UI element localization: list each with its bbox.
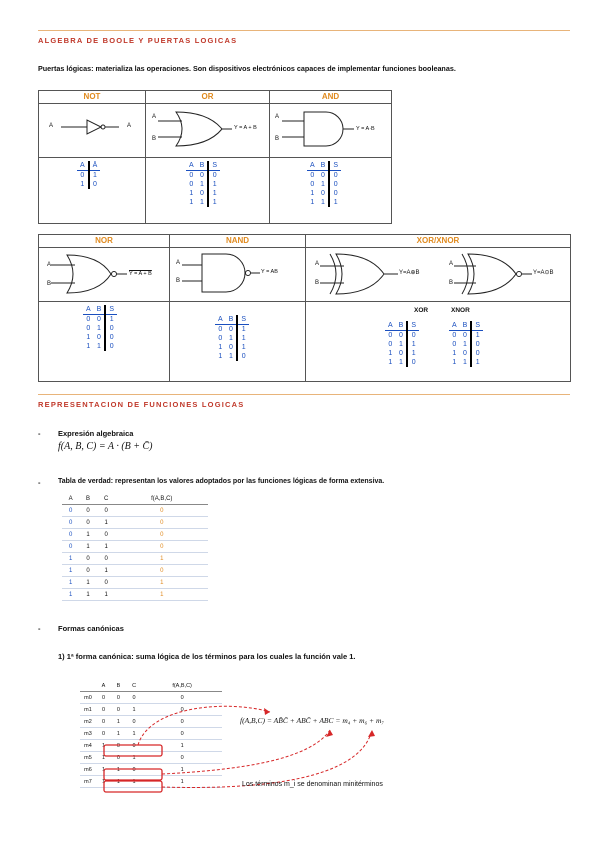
xor-input-a: A: [315, 261, 320, 267]
minterm-note: Los términos m_i se denominan minitérminos: [242, 781, 383, 788]
and-output-label: Y = A·B: [356, 126, 375, 132]
and-truth-table: A B S 0 0 0 0 1 0 1 0 0 1 1 1: [307, 161, 341, 207]
gate-header-nand: NAND: [225, 236, 250, 245]
nor-input-b: B: [47, 281, 52, 287]
nor-truth-table: A B S 0 0 1 0 1 0 1 0 0 1 1 0: [83, 305, 117, 351]
bullet-dash: -: [38, 624, 41, 633]
nor-input-a: A: [47, 262, 52, 268]
not-input-label: A: [49, 123, 54, 129]
nand-output-label: Y = AB: [261, 269, 278, 275]
section-title-representation: REPRESENTACION DE FUNCIONES LOGICAS: [38, 400, 245, 409]
not-truth-table: A Ā 0 1 1 0: [77, 161, 100, 189]
gate-header-or: OR: [201, 92, 214, 101]
not-output-label: A: [127, 123, 132, 129]
bullet-dash: -: [38, 478, 41, 487]
truth-label: Tabla de verdad: representan los valores adoptados por las funciones lógicas de forma extensiva.: [58, 478, 385, 485]
gate-header-nor: NOR: [95, 236, 113, 245]
or-truth-table: A B S 0 0 0 0 1 1 1 0 1 1 1 1: [186, 161, 220, 207]
bullet-dash: -: [38, 429, 41, 438]
xnor-input-b: B: [449, 280, 454, 286]
first-canonical-form: 1) 1ª forma canónica: suma lógica de los términos para los cuales la función vale 1.: [58, 652, 356, 661]
xor-truth-table: A B S 0 0 0 0 1 1 1 0 1 1 1 0: [385, 321, 419, 367]
expr-formula: f(A, B, C) = A · (B + C̄): [58, 441, 153, 452]
xnor-output-label: Y=A⊙B: [533, 270, 554, 276]
gate-header-and: AND: [321, 92, 340, 101]
and-input-b: B: [275, 136, 280, 142]
or-output-label: Y = A + B: [234, 125, 257, 131]
minterm-table: A B C f(A,B,C) m0 0 0 0 0 m1 0 0 1 0 m2 0 1 0 0 m3 0 1 1 0 m4 1 0 0 1 m5 1 0 1 0 m6 1 1 0 1 m7 1 1 1 1: [80, 680, 222, 788]
nand-input-b: B: [176, 278, 181, 284]
xor-input-b: B: [315, 280, 320, 286]
or-input-b: B: [152, 136, 157, 142]
truth-table: A B C f(A,B,C) 0 0 0 0 0 0 1 0 0 1 0 0 0 1 1 0 1 0 0 1 1 0 1 0 1 1 0 1 1 1 1 1: [62, 493, 208, 601]
section-title-algebra: ALGEBRA DE BOOLE Y PUERTAS LOGICAS: [38, 36, 238, 45]
xor-output-label: Y=A⊕B: [399, 270, 420, 276]
and-input-a: A: [275, 114, 280, 120]
canon-label: Formas canónicas: [58, 624, 124, 633]
xnor-table-label: XNOR: [451, 307, 470, 314]
intro-text: Puertas lógicas: materializa las operaciones. Son dispositivos electrónicos capaces de implementar funciones booleanas.: [38, 64, 456, 73]
nand-truth-table: A B S 0 0 1 0 1 1 1 0 1 1 1 0: [215, 315, 249, 361]
xnor-input-a: A: [449, 261, 454, 267]
nor-output-label: Y = A + B: [129, 271, 152, 277]
gate-header-xor-xnor: XOR/XNOR: [416, 236, 460, 245]
expr-label: Expresión algebraica: [58, 429, 134, 438]
xnor-truth-table: A B S 0 0 1 0 1 0 1 0 0 1 1 1: [449, 321, 483, 367]
xor-table-label: XOR: [414, 307, 429, 314]
canonical-formula: f(A,B,C) = AB̄C̄ + ABC̄ + ABC = m₄ + m₆ + m₇: [240, 716, 385, 725]
nand-input-a: A: [176, 260, 181, 266]
gate-header-not: NOT: [83, 92, 101, 101]
or-input-a: A: [152, 114, 157, 120]
